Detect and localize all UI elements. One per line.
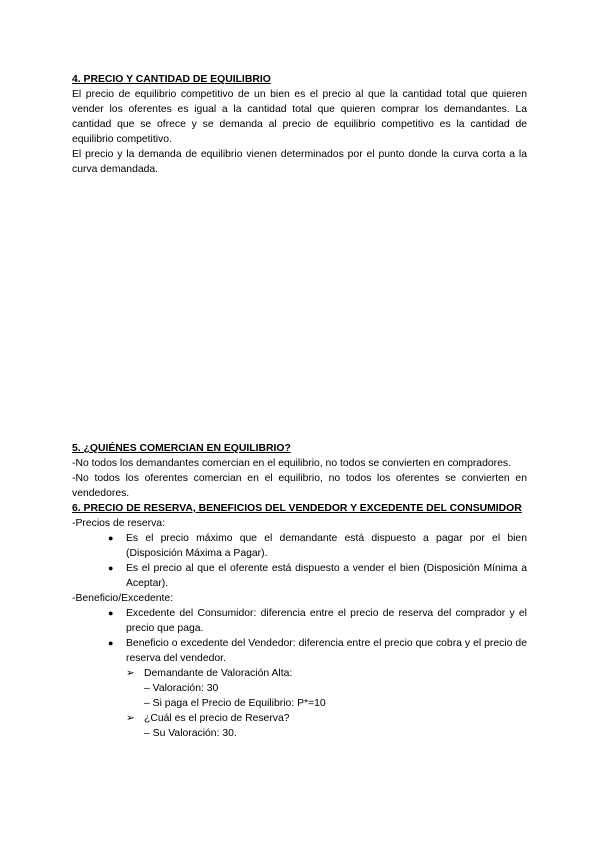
- dash-list: [144, 681, 527, 711]
- bullet-icon: ●: [108, 638, 114, 648]
- list-item-text: Es el precio al que el oferente está dispuesto a vender el bien (Disposición Mínima a Aceptar).: [126, 563, 527, 589]
- section-5-heading: 5. ¿QUIÉNES COMERCIAN EN EQUILIBRIO?: [72, 443, 291, 454]
- dash-line: – Su Valoración: 30.: [144, 728, 237, 739]
- bullet-icon: ●: [108, 563, 114, 573]
- section-4-heading: 4. PRECIO Y CANTIDAD DE EQUILIBRIO: [72, 74, 271, 85]
- list-item: [108, 606, 527, 636]
- reserva-label: -Precios de reserva:: [72, 518, 165, 529]
- section-5-paragraph-2: -No todos los oferentes comercian en el equilibrio, no todos los oferentes se convierten en vendedores.: [72, 473, 527, 499]
- arrow-icon: ➢: [126, 668, 135, 679]
- section-4-paragraph-2: El precio y la demanda de equilibrio vienen determinados por el punto donde la curva corta a la curva demandada.: [72, 149, 527, 175]
- sub-list: [72, 666, 527, 741]
- sub-list-item: [126, 666, 527, 711]
- dash-list: [144, 726, 527, 741]
- sub-list-label: Demandante de Valoración Alta:: [144, 668, 293, 679]
- dash-line: – Si paga el Precio de Equilibrio: P*=10: [144, 698, 326, 709]
- bullet-icon: ●: [108, 608, 114, 618]
- dash-line: – Valoración: 30: [144, 683, 219, 694]
- section-5-paragraph-1: -No todos los demandantes comercian en el equilibrio, no todos se convierten en compradores.: [72, 458, 511, 469]
- sub-list-item: [126, 711, 527, 741]
- bullet-icon: ●: [108, 533, 114, 543]
- list-item: [108, 561, 527, 591]
- list-item-text: Es el precio máximo que el demandante está dispuesto a pagar por el bien (Disposición Máxima a Pagar).: [126, 533, 527, 559]
- list-item: [108, 636, 527, 666]
- reserva-list: [72, 531, 527, 591]
- document-page: [72, 72, 527, 741]
- arrow-icon: ➢: [126, 713, 135, 724]
- list-item-text: Beneficio o excedente del Vendedor: diferencia entre el precio que cobra y el precio de reserva del vendedor.: [126, 638, 527, 664]
- list-item-text: Excedente del Consumidor: diferencia entre el precio de reserva del comprador y el precio que paga.: [126, 608, 527, 634]
- beneficio-list: [72, 606, 527, 666]
- sub-list-label: ¿Cuál es el precio de Reserva?: [144, 713, 290, 724]
- section-4-paragraph-1: El precio de equilibrio competitivo de un bien es el precio al que la cantidad total que quieren vender los oferentes es igual a la cantidad total que quieren comprar los demandantes. La cantidad que se ofrece y se demanda al precio de equilibrio competitivo es la cantidad de equilibrio competitivo.: [72, 89, 527, 145]
- list-item: [108, 531, 527, 561]
- blank-space: [72, 177, 527, 441]
- section-6-heading: 6. PRECIO DE RESERVA, BENEFICIOS DEL VENDEDOR Y EXCEDENTE DEL CONSUMIDOR: [72, 503, 522, 514]
- beneficio-label: -Beneficio/Excedente:: [72, 593, 174, 604]
